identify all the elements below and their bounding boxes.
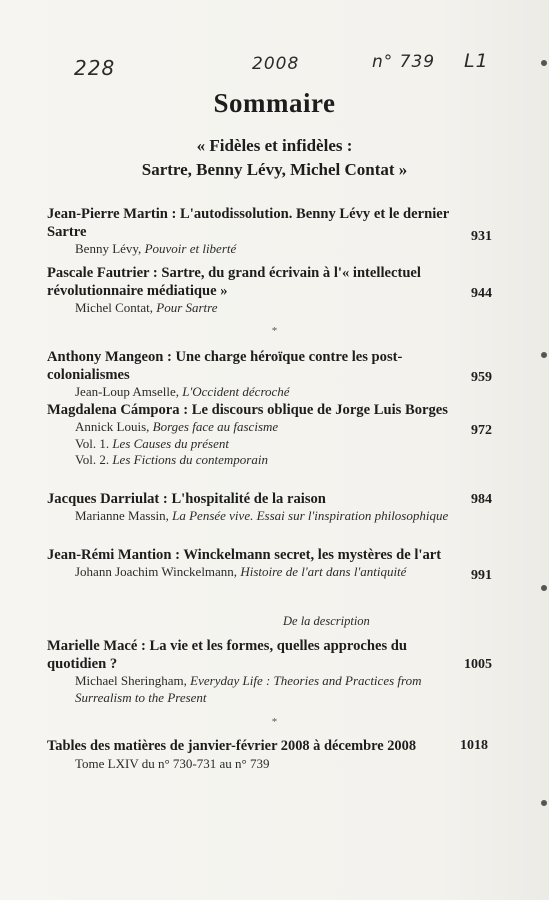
reviewed-author: Marianne Massin, <box>75 508 169 523</box>
toc-entry-heading: Jean-Rémi Mantion : Winckelmann secret, les mystères de l'art <box>47 547 442 563</box>
toc-entry-heading: Marielle Macé : La vie et les formes, quelles approches du quotidien ? <box>47 638 408 672</box>
scan-speck <box>541 585 547 591</box>
toc-entry <box>47 205 492 258</box>
toc-page-number: 1005 <box>464 657 492 672</box>
reviewed-author: Benny Lévy, <box>75 241 142 256</box>
reviewed-title: Everyday Life : Theories and Practices from Surrealism to the Present <box>75 673 422 705</box>
toc-entry-reviewed-work <box>47 673 455 706</box>
section-subtitle-line-2: Sartre, Benny Lévy, Michel Contat » <box>141 160 408 179</box>
toc-entry-heading: Jacques Darriulat : L'hospitalité de la raison <box>47 491 326 507</box>
toc-entry <box>47 401 492 469</box>
toc-entry <box>47 264 492 317</box>
handwritten-note-corner: L1 <box>464 50 489 72</box>
reviewed-author: Michael Sheringham, <box>75 673 187 688</box>
toc-page-number: 984 <box>471 492 492 507</box>
footer-subtitle: Tome LXIV du n° 730-731 au n° 739 <box>75 756 270 771</box>
volume-label: Vol. 1. <box>75 435 110 451</box>
reviewed-title: Pouvoir et liberté <box>144 241 237 256</box>
toc-entry-reviewed-work <box>47 300 455 317</box>
reviewed-author: Johann Joachim Winckelmann, <box>75 564 238 579</box>
toc-entry <box>47 546 492 581</box>
footer-heading: Tables des matières de janvier-février 2008 à décembre 2008 <box>47 738 417 754</box>
reviewed-author: Michel Contat, <box>75 300 153 315</box>
page-title: Sommaire <box>213 88 336 118</box>
toc-entry <box>47 348 492 401</box>
volume-title: Les Fictions du contemporain <box>112 452 268 467</box>
separator-asterisk: * <box>271 716 278 728</box>
volume-label: Vol. 2. <box>75 452 110 467</box>
toc-page-number: 944 <box>471 286 492 301</box>
footer-page-number: 1018 <box>460 738 488 753</box>
toc-entry-reviewed-work <box>47 508 455 525</box>
handwritten-note-right: n° 739 <box>372 52 436 72</box>
toc-entry-reviewed-work <box>47 241 455 258</box>
toc-page-number: 972 <box>471 423 492 438</box>
reviewed-title: La Pensée vive. Essai sur l'inspiration philosophique <box>172 508 449 523</box>
scan-speck <box>541 800 547 806</box>
toc-entry-heading: Jean-Pierre Martin : L'autodissolution. Benny Lévy et le dernier Sartre <box>47 206 449 240</box>
reviewed-title: Borges face au fascisme <box>152 419 279 434</box>
reviewed-title: Pour Sartre <box>156 300 218 315</box>
scan-speck <box>541 352 547 358</box>
toc-entry-heading: Anthony Mangeon : Une charge héroïque contre les post-colonialismes <box>47 349 403 383</box>
toc-entry-volume <box>47 452 455 469</box>
toc-page-number: 991 <box>471 568 492 583</box>
toc-entry-reviewed-work <box>47 419 455 436</box>
handwritten-note-center: 2008 <box>252 54 300 74</box>
toc-entry <box>47 637 492 706</box>
section-subtitle-line-1: « Fidèles et infidèles : <box>196 136 353 155</box>
separator-asterisk: * <box>271 325 278 337</box>
toc-page-number: 959 <box>471 370 492 385</box>
reviewed-title: Histoire de l'art dans l'antiquité <box>240 564 407 579</box>
toc-entry <box>47 490 492 525</box>
reviewed-author: Annick Louis, <box>75 419 150 434</box>
reviewed-title: L'Occident décroché <box>182 384 290 399</box>
scan-speck <box>541 60 547 66</box>
section-label: De la description <box>283 614 370 628</box>
toc-entry-reviewed-work <box>47 564 455 581</box>
toc-entry-volume <box>47 436 455 453</box>
reviewed-author: Jean-Loup Amselle, <box>75 384 179 399</box>
handwritten-note-left: 228 <box>74 56 116 80</box>
toc-page-number: 931 <box>471 229 492 244</box>
toc-entry-reviewed-work <box>47 384 455 401</box>
toc-entry-heading: Magdalena Cámpora : Le discours oblique de Jorge Luis Borges <box>47 402 448 418</box>
toc-entry-heading: Pascale Fautrier : Sartre, du grand écrivain à l'« intellectuel révolutionnaire médiatique » <box>47 265 421 299</box>
volume-title: Les Causes du présent <box>112 435 229 451</box>
